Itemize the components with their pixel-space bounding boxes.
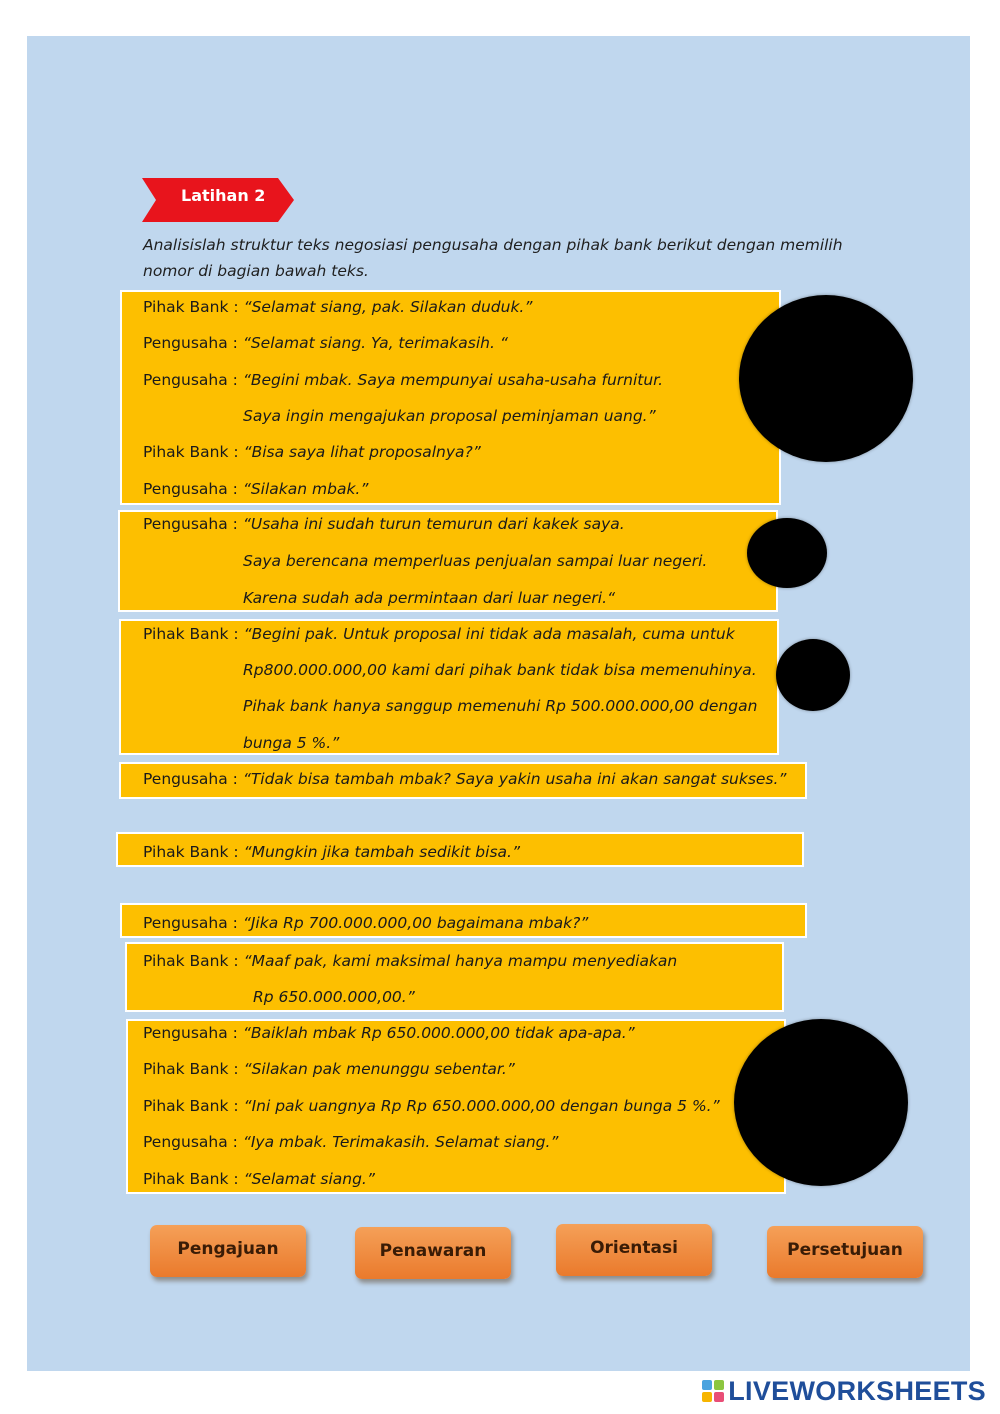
utterance: “Selamat siang.” (243, 1170, 375, 1188)
speaker-label: Pengusaha : (143, 1133, 238, 1151)
answer-block-1[interactable] (120, 290, 781, 505)
dialog-line (243, 552, 707, 570)
dialog-line (243, 661, 757, 679)
utterance: “Selamat siang. Ya, terimakasih. “ (242, 334, 508, 352)
speaker-label: Pengusaha : (143, 480, 238, 498)
dialog-line (253, 988, 415, 1006)
dialog-line (143, 515, 625, 533)
instruction-text: Analisislah struktur teks negosiasi pengusaha dengan pihak bank berikut dengan memilih nomor di bagian bawah teks. (143, 236, 843, 280)
brand-mark-icon (702, 1380, 724, 1402)
dialog-line (143, 443, 481, 461)
drop-target-dot-2[interactable] (747, 518, 827, 588)
utterance: “Silakan pak menunggu sebentar.” (243, 1060, 515, 1078)
dialog-line (243, 734, 339, 752)
utterance: Rp 650.000.000,00.” (253, 988, 415, 1006)
utterance: “Begini pak. Untuk proposal ini tidak ada masalah, cuma untuk (243, 625, 735, 643)
speaker-label: Pihak Bank : (143, 843, 239, 861)
speaker-label: Pengusaha : (143, 334, 238, 352)
dialog-line (143, 1097, 720, 1115)
speaker-label: Pengusaha : (143, 770, 238, 788)
speaker-label: Pihak Bank : (143, 443, 239, 461)
utterance: “Silakan mbak.” (242, 480, 369, 498)
utterance: “Iya mbak. Terimakasih. Selamat siang.” (242, 1133, 559, 1151)
dialog-line (143, 1024, 635, 1042)
speaker-label: Pihak Bank : (143, 952, 239, 970)
speaker-label: Pihak Bank : (143, 1060, 239, 1078)
utterance: “Maaf pak, kami maksimal hanya mampu menyediakan (243, 952, 678, 970)
brand-wordmark: LIVEWORKSHEETS (728, 1375, 986, 1406)
utterance: “Tidak bisa tambah mbak? Saya yakin usaha ini akan sangat sukses.” (242, 770, 787, 788)
speaker-label: Pengusaha : (143, 371, 238, 389)
dialog-line (143, 334, 508, 352)
dialog-line (143, 1170, 375, 1188)
speaker-label: Pengusaha : (143, 515, 238, 533)
utterance: Karena sudah ada permintaan dari luar negeri.“ (243, 589, 616, 607)
speaker-label: Pihak Bank : (143, 625, 239, 643)
utterance: Saya berencana memperluas penjualan sampai luar negeri. (243, 552, 708, 570)
option-persetujuan-button[interactable]: Persetujuan (767, 1226, 923, 1278)
liveworksheets-logo (702, 1374, 986, 1408)
utterance: Rp800.000.000,00 kami dari pihak bank tidak bisa memenuhinya. (243, 661, 757, 679)
utterance: Saya ingin mengajukan proposal peminjaman uang.” (243, 407, 656, 425)
dialog-line (143, 371, 663, 389)
dialog-line (143, 770, 786, 788)
utterance: “Selamat siang, pak. Silakan duduk.” (243, 298, 533, 316)
dialog-line (143, 298, 532, 316)
exercise-tag-label: Latihan 2 (181, 186, 266, 205)
speaker-label: Pengusaha : (143, 1024, 238, 1042)
dialog-line (243, 407, 656, 425)
utterance: Pihak bank hanya sanggup memenuhi Rp 500.000.000,00 dengan (243, 697, 758, 715)
speaker-label: Pengusaha : (143, 914, 238, 932)
speaker-label: Pihak Bank : (143, 1170, 239, 1188)
drop-target-dot-1[interactable] (739, 295, 913, 462)
dialog-line (143, 952, 677, 970)
dialog-line (143, 1060, 515, 1078)
option-pengajuan-button[interactable]: Pengajuan (150, 1225, 306, 1277)
utterance: “Mungkin jika tambah sedikit bisa.” (243, 843, 520, 861)
dialog-line (243, 697, 757, 715)
utterance: bunga 5 %.” (243, 734, 340, 752)
option-penawaran-button[interactable]: Penawaran (355, 1227, 511, 1279)
drop-target-dot-3[interactable] (776, 639, 850, 711)
utterance: “Begini mbak. Saya mempunyai usaha-usaha furnitur. (242, 371, 664, 389)
speaker-label: Pihak Bank : (143, 298, 239, 316)
dialog-line (243, 589, 615, 607)
dialog-line (143, 1133, 558, 1151)
utterance: “Usaha ini sudah turun temurun dari kakek saya. (242, 515, 625, 533)
utterance: “Bisa saya lihat proposalnya?” (243, 443, 481, 461)
dialog-line (143, 843, 520, 861)
dialog-line (143, 914, 588, 932)
drop-target-dot-4[interactable] (734, 1019, 908, 1186)
utterance: “Jika Rp 700.000.000,00 bagaimana mbak?” (242, 914, 589, 932)
dialog-line (143, 480, 368, 498)
dialog-line (143, 625, 735, 643)
speaker-label: Pihak Bank : (143, 1097, 239, 1115)
option-orientasi-button[interactable]: Orientasi (556, 1224, 712, 1276)
utterance: “Baiklah mbak Rp 650.000.000,00 tidak apa-apa.” (242, 1024, 635, 1042)
utterance: “Ini pak uangnya Rp Rp 650.000.000,00 dengan bunga 5 %.” (243, 1097, 720, 1115)
